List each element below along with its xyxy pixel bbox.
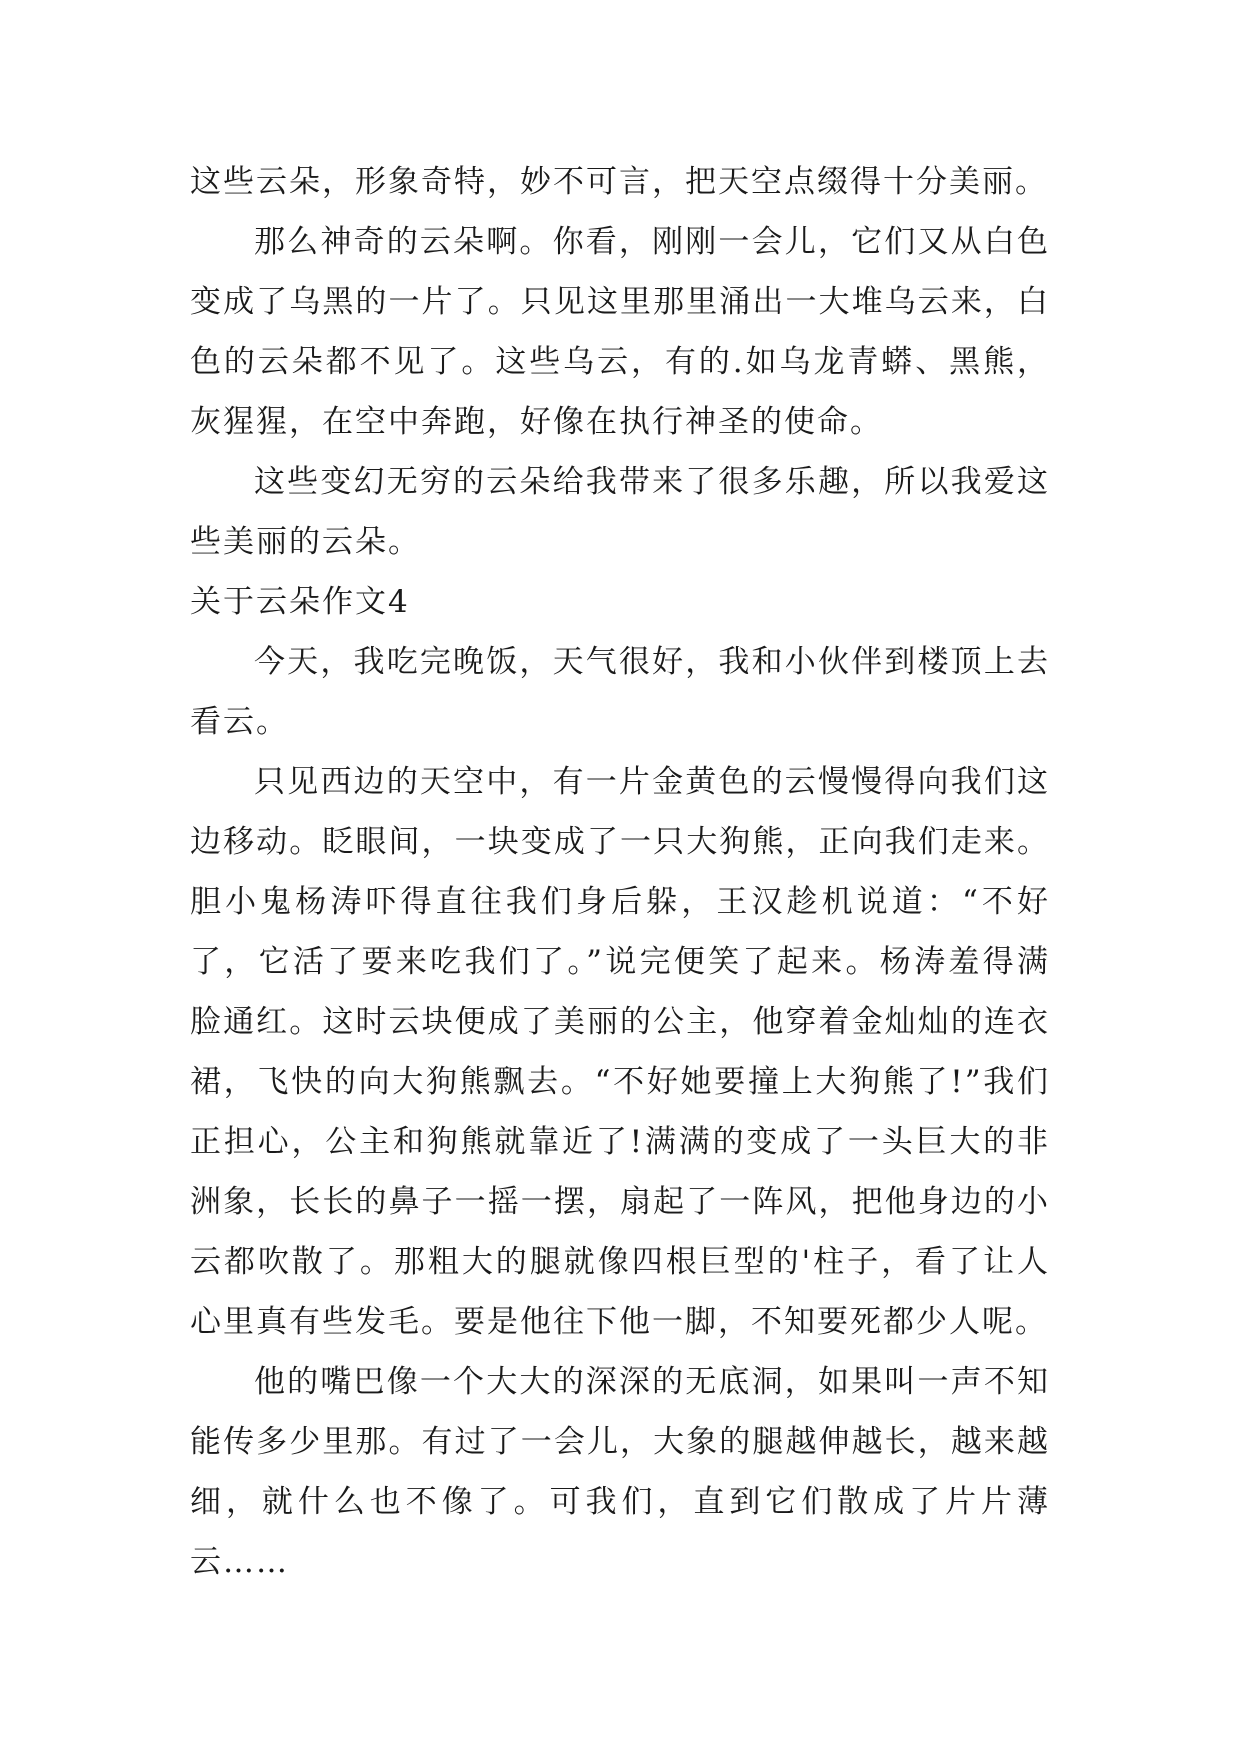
document-body — [190, 152, 1050, 1592]
paragraph: 只见西边的天空中，有一片金黄色的云慢慢得向我们这边移动。眨眼间，一块变成了一只大狗熊，正向我们走来。胆小鬼杨涛吓得直往我们身后躲，王汉趁机说道：“不好了，它活了要来吃我们了。”说完便笑了起来。杨涛羞得满脸通红。这时云块便成了美丽的公主，他穿着金灿灿的连衣裙，飞快的向大狗熊飘去。“不好她要撞上大狗熊了!”我们正担心，公主和狗熊就靠近了!满满的变成了一头巨大的非洲象，长长的鼻子一摇一摆，扇起了一阵风，把他身边的小云都吹散了。那粗大的腿就像四根巨型的'柱子，看了让人心里真有些发毛。要是他往下他一脚，不知要死都少人呢。 — [190, 764, 1050, 1340]
paragraph: 这些云朵，形象奇特，妙不可言，把天空点缀得十分美丽。 — [190, 164, 1048, 200]
section-heading: 关于云朵作文4 — [190, 584, 410, 620]
paragraph: 那么神奇的云朵啊。你看，刚刚一会儿，它们又从白色变成了乌黑的一片了。只见这里那里涌出一大堆乌云来，白色的云朵都不见了。这些乌云，有的.如乌龙青蟒、黑熊，灰猩猩，在空中奔跑，好像在执行神圣的使命。 — [190, 224, 1050, 440]
paragraph: 这些变幻无穷的云朵给我带来了很多乐趣，所以我爱这些美丽的云朵。 — [190, 464, 1050, 560]
paragraph: 他的嘴巴像一个大大的深深的无底洞，如果叫一声不知能传多少里那。有过了一会儿，大象的腿越伸越长，越来越细，就什么也不像了。可我们，直到它们散成了片片薄云…… — [190, 1364, 1050, 1580]
paragraph: 今天，我吃完晚饭，天气很好，我和小伙伴到楼顶上去看云。 — [190, 644, 1050, 740]
